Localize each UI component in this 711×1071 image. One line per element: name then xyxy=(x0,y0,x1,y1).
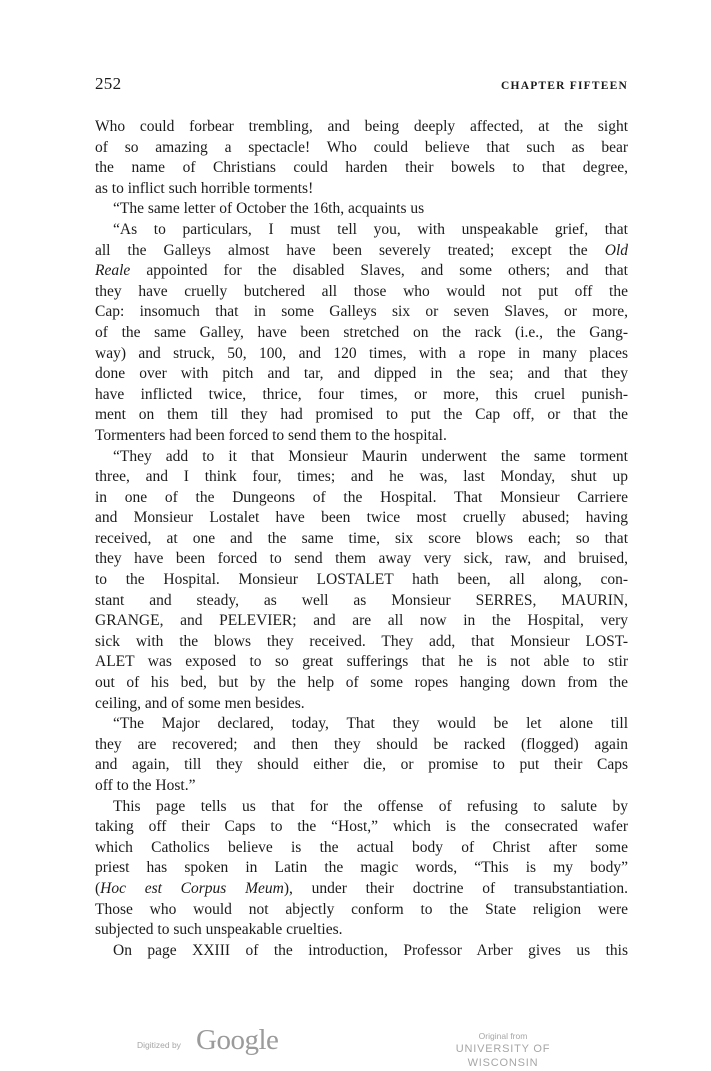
text-line: (Hoc est Corpus Meum), under their doctrine of transubstantiation. xyxy=(95,879,628,897)
text-line: Cap: insomuch that in some Galleys six or seven Slaves, or more, xyxy=(95,303,628,321)
text-line: which Catholics believe is the actual body of Christ after some xyxy=(95,838,628,856)
text-line: “The Major declared, today, That they would be let alone till xyxy=(113,715,628,733)
text-line: subjected to such unspeakable cruelties. xyxy=(95,921,343,939)
text-line: in one of the Dungeons of the Hospital. That Monsieur Carriere xyxy=(95,488,628,506)
text-line: On page XXIII of the introduction, Professor Arber gives us this xyxy=(113,941,628,959)
running-head: CHAPTER FIFTEEN xyxy=(501,80,628,92)
google-logo: Google xyxy=(196,1024,279,1056)
text-line: off to the Host.” xyxy=(95,777,196,794)
digitized-by-label: Digitized by xyxy=(137,1040,181,1050)
text-line: all the Galleys almost have been severely treated; except the Old xyxy=(95,241,628,259)
text-line: “As to particulars, I must tell you, with unspeakable grief, that xyxy=(113,220,628,238)
text-line: ceiling, and of some men besides. xyxy=(95,694,305,712)
text-line: out of his bed, but by the help of some ropes hanging down from the xyxy=(95,674,628,692)
page-header xyxy=(95,74,628,98)
text-line: the name of Christians could harden their bowels to that degree, xyxy=(95,159,628,177)
text-line: they are recovered; and then they should be racked (flogged) again xyxy=(95,735,628,753)
text-line: stant and steady, as well as Monsieur SERRES, MAURIN, xyxy=(95,591,628,609)
text-line: they have been forced to send them away very sick, raw, and bruised, xyxy=(95,550,628,568)
text-line: and Monsieur Lostalet have been twice most cruelly abused; having xyxy=(95,509,628,527)
text-line: done over with pitch and tar, and dipped in the sea; and that they xyxy=(95,365,628,383)
text-line: Reale appointed for the disabled Slaves, and some others; and that xyxy=(95,262,628,280)
text-line: they have cruelly butchered all those who would not put off the xyxy=(95,282,628,300)
text-line: “They add to it that Monsieur Maurin underwent the same torment xyxy=(113,447,628,465)
page-number: 252 xyxy=(95,74,122,93)
text-line: as to inflict such horrible torments! xyxy=(95,179,314,197)
text-line: taking off their Caps to the “Host,” which is the consecrated wafer xyxy=(95,818,628,836)
text-line: priest has spoken in Latin the magic words, “This is my body” xyxy=(95,859,628,877)
text-line: ment on them till they had promised to put the Cap off, or that the xyxy=(95,406,628,424)
text-line: This page tells us that for the offense of refusing to salute by xyxy=(113,797,628,815)
scan-footer xyxy=(0,1020,711,1070)
original-from-label: Original from xyxy=(478,1031,528,1041)
text-line: ALET was exposed to so great sufferings that he is not able to stir xyxy=(95,653,628,671)
text-line: sick with the blows they received. They add, that Monsieur LOST- xyxy=(95,632,628,650)
body-text xyxy=(95,117,628,961)
text-line: of the same Galley, have been stretched on the rack (i.e., the Gang- xyxy=(95,323,628,341)
text-line: Who could forbear trembling, and being deeply affected, at the sight xyxy=(95,118,628,135)
original-source-block xyxy=(420,1030,586,1070)
text-line: way) and struck, 50, 100, and 120 times, with a rope in many places xyxy=(95,344,628,362)
text-line: three, and I think four, times; and he was, last Monday, shut up xyxy=(95,468,628,486)
text-line: have inflicted twice, thrice, four times, or more, this cruel punish- xyxy=(95,385,628,403)
text-line: of so amazing a spectacle! Who could believe that such as bear xyxy=(95,138,628,156)
original-source-name: UNIVERSITY OF WISCONSIN xyxy=(455,1043,551,1069)
text-line: Those who would not abjectly conform to the State religion were xyxy=(95,900,628,918)
text-line: received, at one and the same time, six score blows each; so that xyxy=(95,529,628,547)
text-line: Tormenters had been forced to send them to the hospital. xyxy=(95,426,447,444)
text-line: and again, till they should either die, or promise to put their Caps xyxy=(95,756,628,774)
text-line: to the Hospital. Monsieur LOSTALET hath been, all along, con- xyxy=(95,571,628,589)
text-line: GRANGE, and PELEVIER; and are all now in the Hospital, very xyxy=(95,612,628,630)
text-line: “The same letter of October the 16th, acquaints us xyxy=(113,200,425,218)
